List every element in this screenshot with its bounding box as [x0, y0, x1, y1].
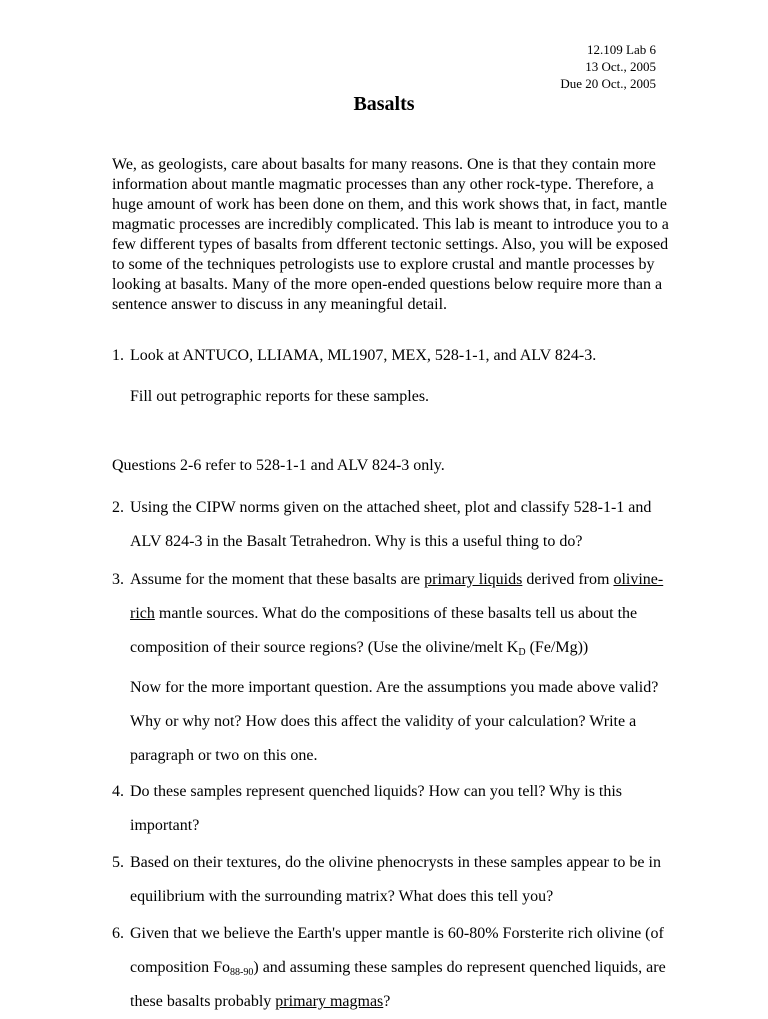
question-3-paragraph-2: Now for the more important question. Are the assumptions you made above valid? Why or why not? How does this affect the validity of your calculation? Write a paragraph or two on this one.: [130, 679, 659, 764]
underlined-term: primary liquids: [424, 571, 523, 588]
underlined-term: olivine-rich: [130, 571, 664, 622]
due-date: Due 20 Oct., 2005: [560, 76, 656, 91]
question-text: Based on their textures, do the olivine phenocrysts in these samples appear to be in equilibrium with the surrounding matrix? What does this tell you?: [130, 854, 661, 905]
question-6: [112, 917, 672, 1019]
question-1-subtext: Fill out petrographic reports for these samples.: [130, 388, 430, 405]
question-3: [112, 563, 672, 773]
question-number: 6.: [112, 925, 124, 942]
lab-date: 13 Oct., 2005: [585, 59, 656, 74]
question-4: [112, 775, 672, 843]
question-number: 5.: [112, 854, 124, 871]
question-text: Look at ANTUCO, LLIAMA, ML1907, MEX, 528-1-1, and ALV 824-3.: [130, 347, 597, 364]
lab-number: 12.109 Lab 6: [587, 42, 656, 57]
question-text: Using the CIPW norms given on the attached sheet, plot and classify 528-1-1 and ALV 824-3 in the Basalt Tetrahedron. Why is this a useful thing to do?: [130, 499, 652, 550]
question-number: 1.: [112, 347, 124, 364]
document-header: [560, 41, 656, 92]
question-text: Assume for the moment that these basalts are primary liquids derived from olivine-rich mantle sources. What do the compositions of these basalts tell us about the composition of their source regions? (Use the olivine/melt $K_D$ (Fe/Mg)): [130, 571, 664, 658]
question-1: [112, 346, 672, 366]
question-number: 4.: [112, 783, 124, 800]
question-number: 2.: [112, 499, 124, 516]
question-number: 3.: [112, 571, 124, 588]
question-text: Do these samples represent quenched liquids? How can you tell? Why is this important?: [130, 783, 623, 834]
underlined-term: primary magmas: [275, 993, 384, 1010]
intro-paragraph: We, as geologists, care about basalts for many reasons. One is that they contain more information about mantle magmatic processes than any other rock-type. Therefore, a huge amount of work has been done on them, and this work shows that, in fact, mantle magmatic processes are incredibly complicated. This lab is meant to introduce you to a few different types of basalts from dfferent tectonic settings. Also, you will be exposed to some of the techniques petrologists use to explore crustal and mantle processes by looking at basalts. Many of the more open-ended questions below require more than a sentence answer to discuss in any meaningful detail.: [112, 156, 669, 313]
page-title: Basalts: [353, 93, 415, 115]
question-2: [112, 491, 672, 559]
section-note: Questions 2-6 refer to 528-1-1 and ALV 824-3 only.: [112, 457, 445, 474]
question-text: Given that we believe the Earth's upper mantle is 60-80% Forsterite rich olivine (of composition $Fo_{88-90}$) and assuming these samples do represent quenched liquids, are these basalts probably primary magmas?: [130, 925, 666, 1010]
question-5: [112, 846, 672, 914]
